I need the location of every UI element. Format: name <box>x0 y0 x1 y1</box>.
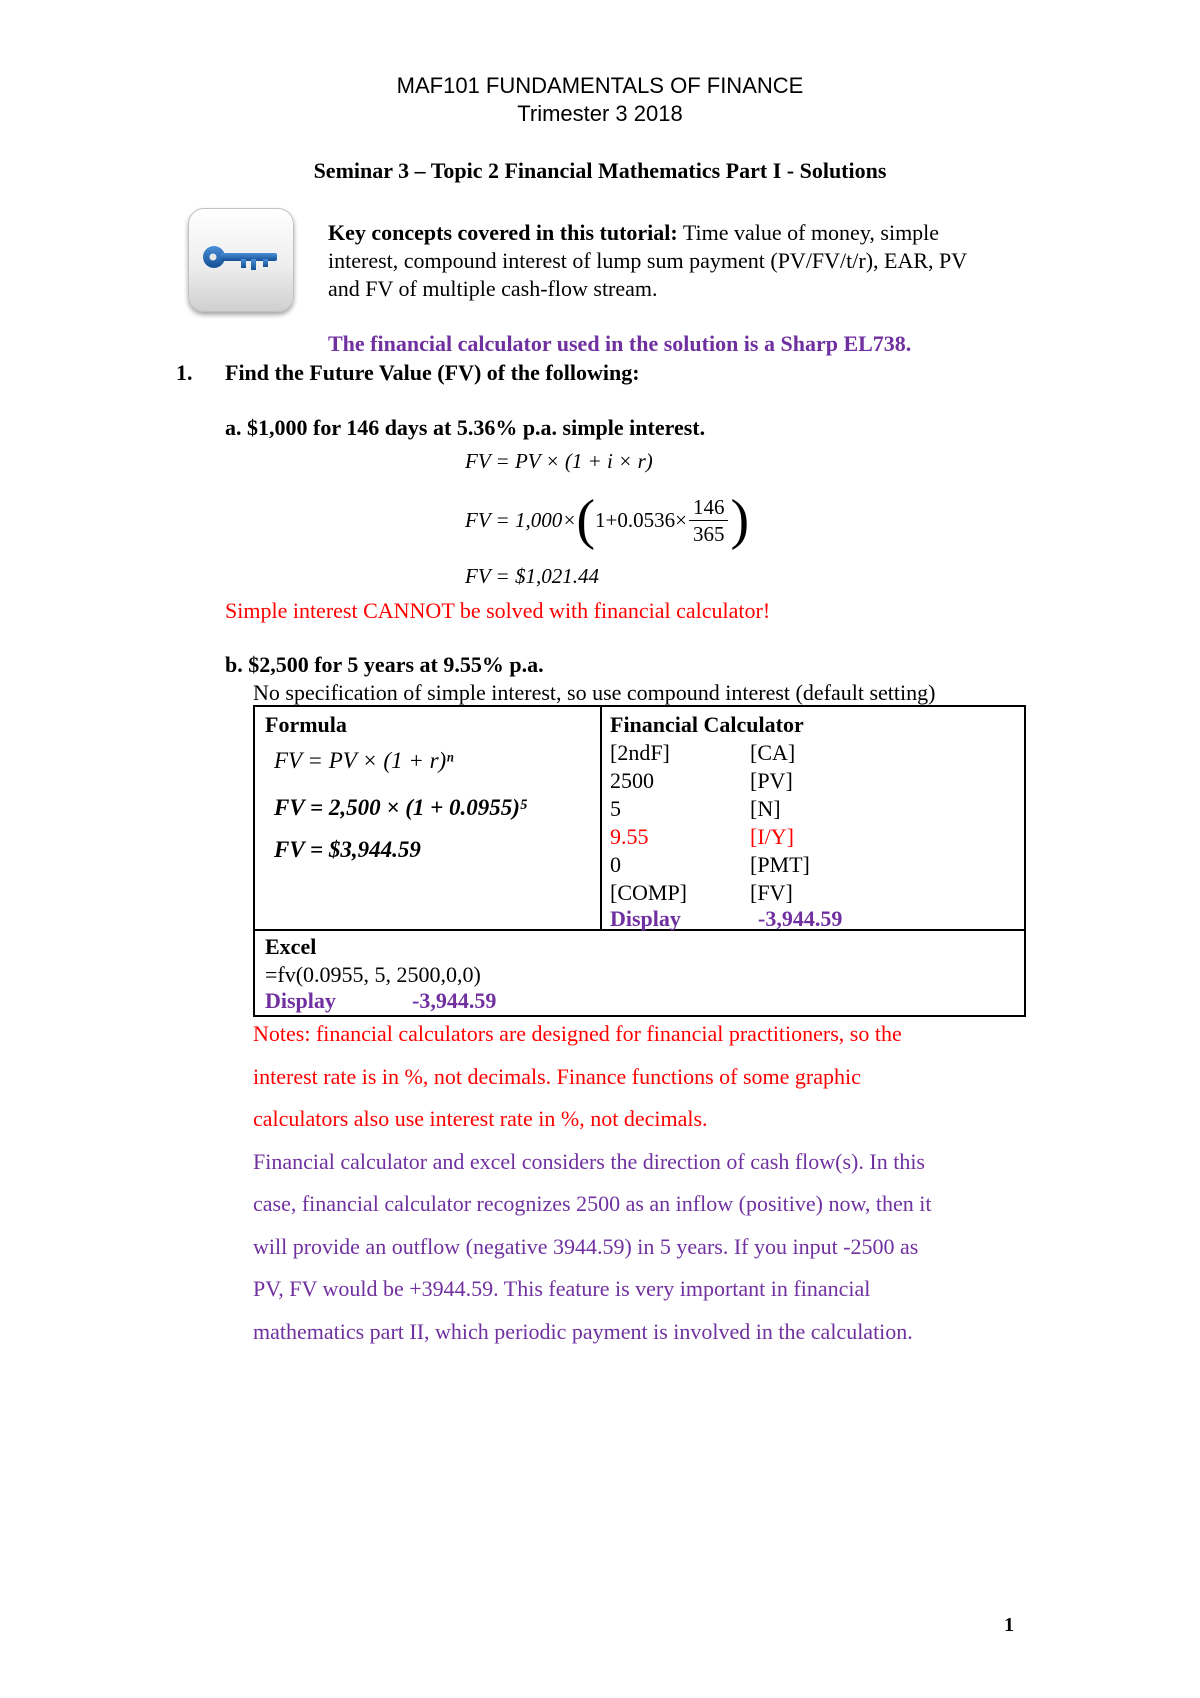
part-a-equation-1: FV = PV × (1 + i × r) <box>465 449 653 473</box>
question-number: 1. <box>176 360 193 385</box>
calc-input: 2500 <box>610 768 654 793</box>
note-line: mathematics part II, which periodic payment is involved in the calculation. <box>253 1318 913 1344</box>
page-number: 1 <box>1004 1614 1014 1636</box>
seminar-title-text: Seminar 3 – Topic 2 Financial Mathematics Part I - <box>313 158 800 183</box>
key-concepts-line3: and FV of multiple cash-flow stream. <box>328 276 658 301</box>
seminar-title-suffix: Solutions <box>799 158 887 183</box>
note-line: Financial calculator and excel considers the direction of cash flow(s). In this <box>253 1148 925 1174</box>
calculator-note: The financial calculator used in the solution is a Sharp EL738. <box>328 331 912 356</box>
note-line: interest rate is in %, not decimals. Finance functions of some graphic <box>253 1063 861 1089</box>
seminar-title <box>0 157 1200 185</box>
note-line: case, financial calculator recognizes 2500 as an inflow (positive) now, then it <box>253 1191 932 1216</box>
simple-interest-note: Simple interest CANNOT be solved with financial calculator! <box>225 598 771 623</box>
eq2-left: FV = 1,000× <box>465 508 577 532</box>
calc-key: [PMT] <box>750 852 810 877</box>
key-concepts-line1: Time value of money, simple <box>677 220 940 245</box>
part-b-label: b. $2,500 for 5 years at 9.55% p.a. <box>225 652 544 677</box>
note-line: calculators also use interest rate in %, not decimals. <box>253 1106 708 1131</box>
question-text: Find the Future Value (FV) of the following: <box>225 360 640 385</box>
part-a-equation-3: FV = $1,021.44 <box>465 564 599 588</box>
calc-input: [COMP] <box>610 880 688 905</box>
key-concepts-label: Key concepts covered in this tutorial: <box>328 220 678 245</box>
table-divider-vertical <box>600 707 602 931</box>
calc-input: 0 <box>610 852 621 877</box>
solution-table <box>253 705 1026 1017</box>
calc-input: 5 <box>610 796 621 821</box>
part-a-label: a. $1,000 for 146 days at 5.36% p.a. simple interest. <box>225 415 706 440</box>
right-paren: ) <box>730 489 750 551</box>
calculator-header: Financial Calculator <box>610 712 804 737</box>
fraction <box>689 494 729 547</box>
excel-display-label: Display <box>265 988 336 1013</box>
note-line: Notes: financial calculators are designed for financial practitioners, so the <box>253 1021 902 1046</box>
note-line: will provide an outflow (negative 3944.59) in 5 years. If you input -2500 as <box>253 1233 919 1259</box>
formula-header: Formula <box>265 712 347 737</box>
calc-input: [2ndF] <box>610 740 670 765</box>
key-concepts-line2: interest, compound interest of lump sum payment (PV/FV/t/r), EAR, PV <box>328 248 968 273</box>
formula-line-1: FV = PV × (1 + r)ⁿ <box>274 748 454 773</box>
eq2-inner: 1+0.0536× <box>595 508 687 532</box>
calc-key: [I/Y] <box>750 824 794 849</box>
calc-key: [CA] <box>750 740 796 765</box>
calc-key: [N] <box>750 796 781 821</box>
course-title: MAF101 FUNDAMENTALS OF FINANCE <box>396 73 804 98</box>
part-b-subtitle: No specification of simple interest, so use compound interest (default setting) <box>253 680 936 705</box>
calc-input: 9.55 <box>610 824 649 849</box>
left-paren: ( <box>576 489 596 551</box>
part-a-equation-2 <box>465 488 749 552</box>
key-icon <box>188 208 294 312</box>
key-concepts <box>328 219 1028 303</box>
calc-display-label: Display <box>610 906 681 931</box>
formula-line-3: FV = $3,944.59 <box>274 837 421 862</box>
excel-formula: =fv(0.0955, 5, 2500,0,0) <box>265 962 481 987</box>
excel-header: Excel <box>265 934 317 959</box>
fraction-numerator: 146 <box>689 494 729 521</box>
fraction-denominator: 365 <box>692 521 725 546</box>
notes <box>253 1013 1033 1353</box>
excel-display-value: -3,944.59 <box>412 988 497 1013</box>
formula-line-2: FV = 2,500 × (1 + 0.0955)⁵ <box>274 795 528 820</box>
calc-key: [FV] <box>750 880 793 905</box>
term-label: Trimester 3 2018 <box>517 101 683 126</box>
calc-display-value: -3,944.59 <box>758 906 843 931</box>
note-line: PV, FV would be +3944.59. This feature is very important in financial <box>253 1276 871 1301</box>
calc-key: [PV] <box>750 768 793 793</box>
